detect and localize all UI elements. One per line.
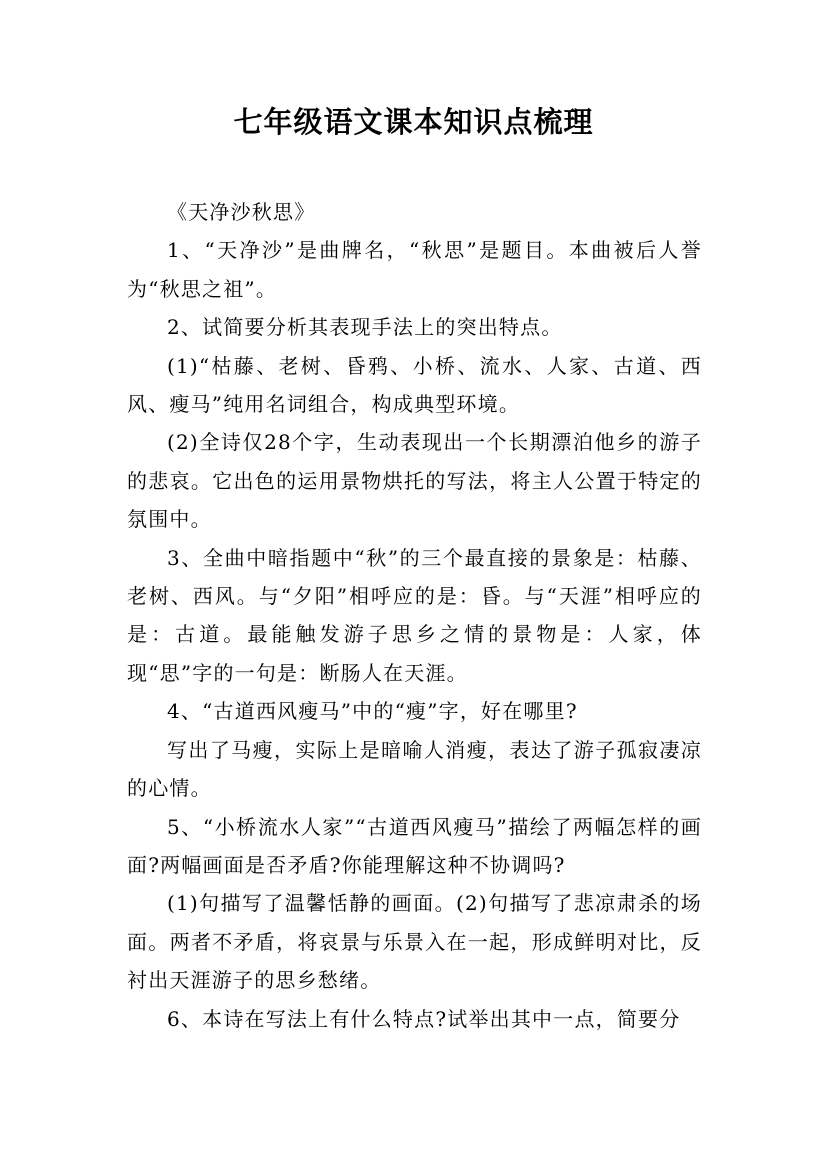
document-title: 七年级语文课本知识点梳理 (233, 105, 594, 139)
paragraph-item-2-point-1: (1)“枯藤、老树、昏鸦、小桥、流水、人家、古道、西风、瘦马”纯用名词组合，构成典型环境。 (127, 353, 702, 417)
paragraph-item-3: 3、全曲中暗指题中“秋”的三个最直接的景象是：枯藤、老树、西风。与“夕阳”相呼应的是：昏。与“天涯”相呼应的是：古道。最能触发游子思乡之情的景物是：人家，体现“思”字的一句是：断肠人在天涯。 (127, 545, 702, 685)
paragraph-item-4-question: 4、“古道西风瘦马”中的“瘦”字，好在哪里? (167, 699, 578, 724)
document-body (127, 193, 702, 1038)
paragraph-item-4-answer: 写出了马瘦，实际上是暗喻人消瘦，表达了游子孤寂凄凉的心情。 (127, 737, 702, 801)
paragraph-item-2-point-2: (2)全诗仅28个字，生动表现出一个长期漂泊他乡的游子的悲哀。它出色的运用景物烘托的写法，将主人公置于特定的氛围中。 (127, 430, 702, 532)
paragraph-item-6-question: 6、本诗在写法上有什么特点?试举出其中一点，简要分 (167, 1006, 681, 1031)
paragraph-item-5-answer: (1)句描写了温馨恬静的画面。(2)句描写了悲凉肃杀的场面。两者不矛盾，将哀景与乐景入在一起，形成鲜明对比，反衬出天涯游子的思乡愁绪。 (127, 891, 702, 993)
paragraph-item-5-question: 5、“小桥流水人家”“古道西风瘦马”描绘了两幅怎样的画面?两幅画面是否矛盾?你能理解这种不协调吗? (127, 814, 702, 877)
poem-title-line: 《天净沙秋思》 (167, 200, 316, 224)
paragraph-item-2: 2、试简要分析其表现手法上的突出特点。 (167, 315, 563, 340)
paragraph-item-1: 1、“天净沙”是曲牌名，“秋思”是题目。本曲被后人誉为“秋思之祖”。 (127, 238, 702, 301)
